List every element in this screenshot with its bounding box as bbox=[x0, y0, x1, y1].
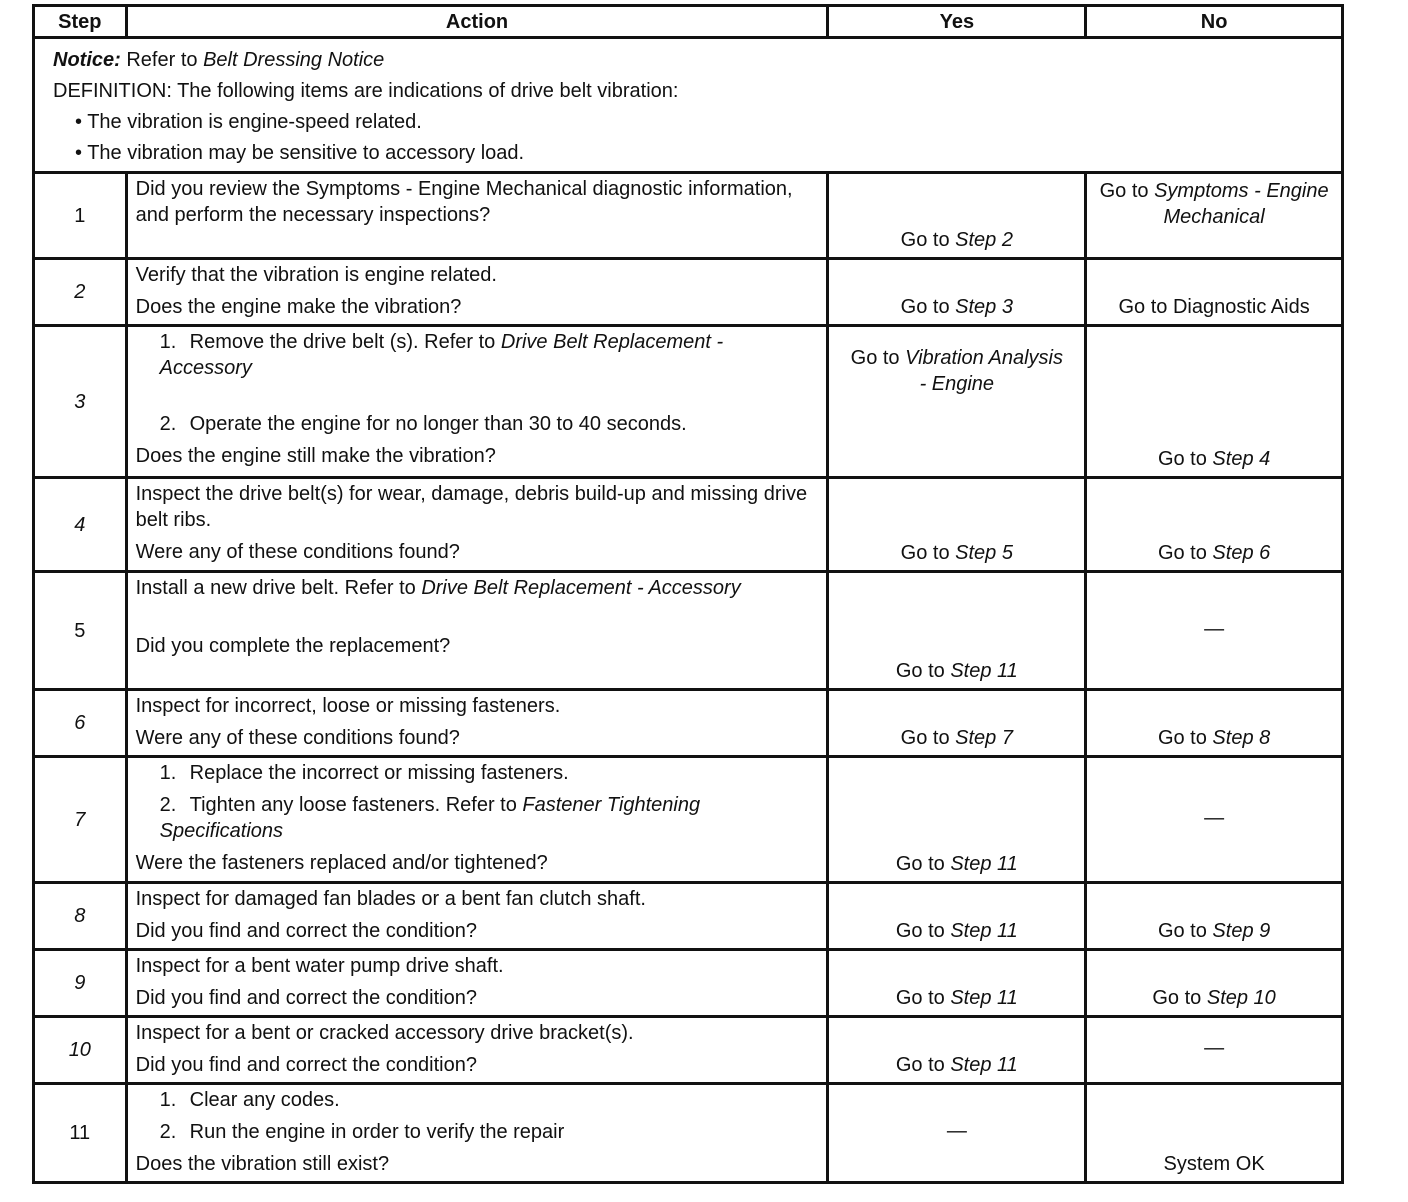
no-cell bbox=[1086, 1017, 1343, 1084]
action-prefix: Install a new drive belt. Refer to bbox=[135, 577, 416, 599]
header-yes: Yes bbox=[828, 6, 1086, 38]
yes-link[interactable]: Step 5 bbox=[955, 542, 1013, 564]
no-prefix: Go to bbox=[1157, 448, 1207, 470]
step-number: 2 bbox=[34, 259, 127, 326]
list-number: 2. bbox=[159, 413, 177, 435]
yes-cell bbox=[828, 173, 1086, 259]
list-text: Run the engine in order to verify the repair bbox=[189, 1121, 565, 1143]
action-text: Did you review the Symptoms - Engine Mechanical diagnostic information, and perform the necessary inspections? bbox=[135, 178, 793, 226]
notice-cell bbox=[34, 38, 1343, 173]
no-link[interactable]: Step 4 bbox=[1212, 448, 1271, 470]
list-text: Tighten any loose fasteners. Refer to bbox=[189, 794, 517, 816]
yes-link[interactable]: Step 2 bbox=[955, 229, 1013, 251]
yes-prefix: Go to bbox=[895, 853, 945, 875]
yes-cell bbox=[828, 883, 1086, 950]
yes-link[interactable]: Step 11 bbox=[950, 1054, 1018, 1076]
yes-prefix: Go to bbox=[895, 987, 945, 1009]
list-text: Remove the drive belt (s). Refer to bbox=[189, 331, 496, 353]
yes-cell bbox=[828, 950, 1086, 1017]
no-prefix: Go to bbox=[1157, 920, 1207, 942]
action-cell bbox=[126, 478, 828, 572]
no-dash: — bbox=[1204, 1037, 1225, 1059]
action-cell bbox=[126, 173, 828, 259]
yes-cell bbox=[828, 1017, 1086, 1084]
no-cell bbox=[1086, 1084, 1343, 1183]
action-cell bbox=[126, 1017, 828, 1084]
list-text: Operate the engine for no longer than 30 to 40 seconds. bbox=[189, 413, 687, 435]
list-text: Replace the incorrect or missing fasteners. bbox=[189, 762, 569, 784]
no-link[interactable]: Go to Diagnostic Aids bbox=[1118, 296, 1310, 318]
yes-prefix: Go to bbox=[900, 229, 950, 251]
step-row-10 bbox=[34, 1017, 1343, 1084]
bullet-item: • The vibration may be sensitive to accessory load. bbox=[75, 142, 525, 164]
yes-cell bbox=[828, 259, 1086, 326]
step-row-4 bbox=[34, 478, 1343, 572]
notice-text: Refer to bbox=[126, 49, 198, 71]
no-link[interactable]: Step 9 bbox=[1212, 920, 1271, 942]
list-number: 1. bbox=[159, 1089, 177, 1111]
list-item bbox=[136, 1087, 819, 1113]
action-text: Verify that the vibration is engine related. bbox=[135, 264, 497, 286]
yes-cell bbox=[828, 478, 1086, 572]
yes-cell bbox=[828, 757, 1086, 883]
yes-prefix: Go to bbox=[900, 727, 950, 749]
action-cell bbox=[126, 1084, 828, 1183]
question-text: Were any of these conditions found? bbox=[135, 727, 460, 749]
action-text: Inspect for a bent water pump drive shaft. bbox=[135, 955, 504, 977]
diagnostic-table bbox=[32, 4, 1344, 1184]
action-cell bbox=[126, 950, 828, 1017]
list-number: 2. bbox=[159, 794, 177, 816]
step-number: 5 bbox=[34, 572, 127, 690]
no-dash: — bbox=[1204, 617, 1225, 640]
notice-row bbox=[34, 38, 1343, 173]
no-cell bbox=[1086, 173, 1343, 259]
list-number: 1. bbox=[159, 762, 177, 784]
step-number: 11 bbox=[34, 1084, 127, 1183]
action-cell bbox=[126, 259, 828, 326]
yes-cell bbox=[828, 1084, 1086, 1183]
yes-link[interactable]: Step 3 bbox=[955, 296, 1013, 318]
yes-prefix: Go to bbox=[895, 660, 945, 682]
action-text: Inspect the drive belt(s) for wear, damage, debris build-up and missing drive belt ribs. bbox=[135, 483, 808, 531]
yes-cell bbox=[828, 572, 1086, 690]
action-text: Inspect for incorrect, loose or missing fasteners. bbox=[135, 695, 561, 717]
definition-text: DEFINITION: The following items are indications of drive belt vibration: bbox=[53, 80, 679, 102]
action-cell bbox=[126, 572, 828, 690]
step-row-2 bbox=[34, 259, 1343, 326]
list-item bbox=[136, 411, 819, 437]
yes-link[interactable]: Step 11 bbox=[950, 920, 1018, 942]
yes-prefix: Go to bbox=[895, 920, 945, 942]
no-prefix: Go to bbox=[1157, 542, 1207, 564]
list-link[interactable]: Fastener Tightening Specifications bbox=[159, 794, 701, 842]
question-text: Does the engine still make the vibration? bbox=[135, 445, 496, 467]
no-link[interactable]: Step 10 bbox=[1206, 987, 1276, 1009]
list-item bbox=[136, 792, 819, 844]
step-row-8 bbox=[34, 883, 1343, 950]
yes-link[interactable]: Step 11 bbox=[950, 987, 1018, 1009]
step-number: 3 bbox=[34, 326, 127, 478]
list-text: Clear any codes. bbox=[189, 1089, 340, 1111]
list-item bbox=[136, 329, 819, 381]
notice-label: Notice: bbox=[53, 49, 121, 71]
step-number: 4 bbox=[34, 478, 127, 572]
no-cell bbox=[1086, 478, 1343, 572]
action-cell bbox=[126, 690, 828, 757]
step-number: 8 bbox=[34, 883, 127, 950]
yes-link[interactable]: Step 11 bbox=[950, 853, 1018, 875]
yes-link[interactable]: Step 11 bbox=[950, 660, 1018, 682]
question-text: Does the engine make the vibration? bbox=[135, 296, 462, 318]
action-text: Inspect for a bent or cracked accessory drive bracket(s). bbox=[135, 1022, 634, 1044]
yes-prefix: Go to bbox=[900, 296, 950, 318]
list-number: 2. bbox=[159, 1121, 177, 1143]
header-no: No bbox=[1086, 6, 1343, 38]
yes-dash: — bbox=[946, 1120, 967, 1142]
yes-prefix: Go to bbox=[895, 1054, 945, 1076]
question-text: Does the vibration still exist? bbox=[135, 1153, 390, 1175]
yes-link[interactable]: Step 7 bbox=[955, 727, 1013, 749]
step-number: 1 bbox=[34, 173, 127, 259]
notice-link[interactable]: Belt Dressing Notice bbox=[203, 49, 385, 71]
step-row-3 bbox=[34, 326, 1343, 478]
no-cell bbox=[1086, 757, 1343, 883]
list-item bbox=[136, 760, 819, 786]
yes-prefix: Go to bbox=[850, 347, 900, 369]
action-cell bbox=[126, 757, 828, 883]
question-text: Did you find and correct the condition? bbox=[135, 987, 477, 1009]
step-number: 6 bbox=[34, 690, 127, 757]
list-number: 1. bbox=[159, 331, 177, 353]
no-prefix: Go to bbox=[1157, 727, 1207, 749]
step-row-9 bbox=[34, 950, 1343, 1017]
step-row-7 bbox=[34, 757, 1343, 883]
header-step: Step bbox=[34, 6, 127, 38]
no-cell bbox=[1086, 690, 1343, 757]
question-text: Were any of these conditions found? bbox=[135, 541, 460, 563]
step-row-1 bbox=[34, 173, 1343, 259]
no-link[interactable]: Step 6 bbox=[1212, 542, 1271, 564]
no-cell bbox=[1086, 950, 1343, 1017]
step-number: 10 bbox=[34, 1017, 127, 1084]
bullet-item: • The vibration is engine-speed related. bbox=[75, 111, 422, 133]
action-text: Inspect for damaged fan blades or a bent fan clutch shaft. bbox=[135, 888, 646, 910]
header-action: Action bbox=[126, 6, 828, 38]
yes-cell bbox=[828, 690, 1086, 757]
step-row-5 bbox=[34, 572, 1343, 690]
no-cell bbox=[1086, 326, 1343, 478]
yes-prefix: Go to bbox=[900, 542, 950, 564]
action-text bbox=[136, 575, 819, 601]
header-row bbox=[34, 6, 1343, 38]
list-item bbox=[136, 1119, 819, 1145]
bullet-text: The vibration may be sensitive to accessory load. bbox=[87, 142, 525, 164]
no-prefix: Go to bbox=[1099, 180, 1149, 202]
no-link[interactable]: Symptoms - Engine Mechanical bbox=[1154, 180, 1329, 228]
bullet-text: The vibration is engine-speed related. bbox=[87, 111, 422, 133]
step-number: 9 bbox=[34, 950, 127, 1017]
action-cell bbox=[126, 883, 828, 950]
step-row-6 bbox=[34, 690, 1343, 757]
no-cell bbox=[1086, 259, 1343, 326]
list-link[interactable]: Drive Belt Replacement - Accessory bbox=[159, 331, 724, 379]
no-dash: — bbox=[1204, 806, 1225, 829]
diagnostic-table-container bbox=[32, 4, 1344, 1184]
no-link[interactable]: Step 8 bbox=[1212, 727, 1271, 749]
yes-link[interactable]: Vibration Analysis - Engine bbox=[905, 347, 1063, 395]
question-text: Were the fasteners replaced and/or tightened? bbox=[135, 852, 548, 874]
no-prefix: Go to bbox=[1152, 987, 1202, 1009]
question-text: Did you find and correct the condition? bbox=[135, 920, 477, 942]
step-number: 7 bbox=[34, 757, 127, 883]
yes-cell bbox=[828, 326, 1086, 478]
question-text: Did you find and correct the condition? bbox=[135, 1054, 477, 1076]
question-text: Did you complete the replacement? bbox=[135, 635, 451, 657]
no-cell bbox=[1086, 572, 1343, 690]
step-row-11 bbox=[34, 1084, 1343, 1183]
action-link[interactable]: Drive Belt Replacement - Accessory bbox=[421, 577, 741, 599]
no-result: System OK bbox=[1163, 1153, 1265, 1175]
notice-line bbox=[53, 45, 1341, 76]
no-cell bbox=[1086, 883, 1343, 950]
action-cell bbox=[126, 326, 828, 478]
